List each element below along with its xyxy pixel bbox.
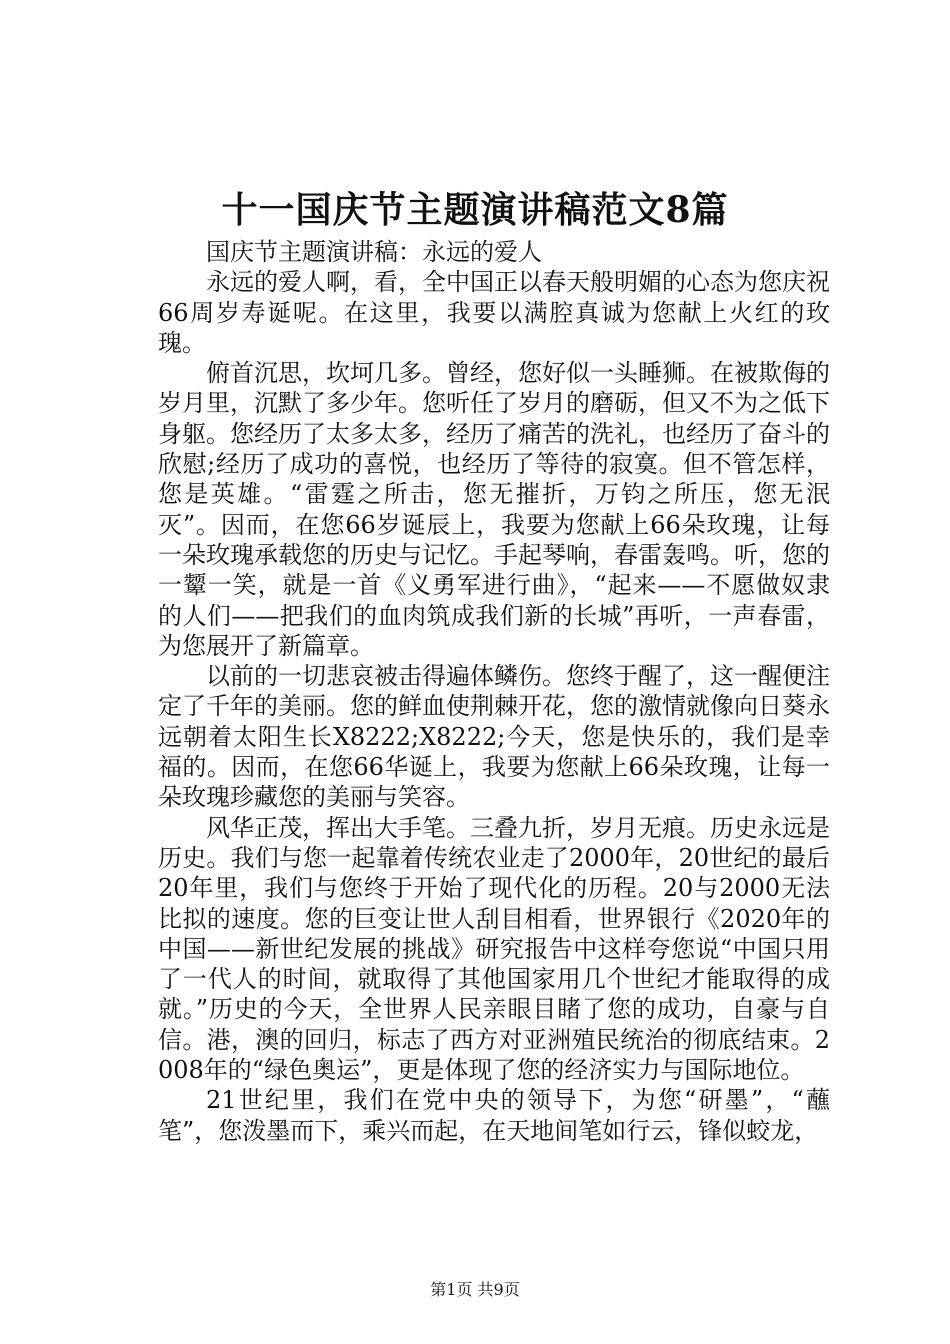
paragraph: 永远的爱人啊，看，全中国正以春天般明媚的心态为您庆祝66周岁寿诞呢。在这里，我要以满腔真诚为您献上火红的玫瑰。 [158,268,830,357]
paragraph: 俯首沉思，坎坷几多。曾经，您好似一头睡狮。在被欺侮的岁月里，沉默了多少年。您听任了岁月的磨砺，但又不为之低下身躯。您经历了太多太多，经历了痛苦的洗礼，也经历了奋斗的欣慰;经历了成功的喜悦，也经历了等待的寂寞。但不管怎样，您是英雄。“雷霆之所击，您无摧折，万钧之所压，您无泯灭”。因而，在您66岁诞辰上，我要为您献上66朵玫瑰，让每一朵玫瑰承载您的历史与记忆。手起琴响，春雷轰鸣。听，您的一颦一笑，就是一首《义勇军进行曲》，“起来——不愿做奴隶的人们——把我们的血肉筑成我们新的长城”再听，一声春雷，为您展开了新篇章。 [158,359,830,660]
document-title: 十一国庆节主题演讲稿范文8篇 [221,189,729,231]
document-body [158,237,830,1146]
page-footer: 第1页 共9页 [430,1280,520,1299]
paragraph: 风华正茂，挥出大手笔。三叠九折，岁月无痕。历史永远是历史。我们与您一起靠着传统农业走了2000年，20世纪的最后20年里，我们与您终于开始了现代化的历程。20与2000无法比拟的速度。您的巨变让世人刮目相看，世界银行《2020年的中国——新世纪发展的挑战》研究报告中这样夸您说“中国只用了一代人的时间，就取得了其他国家用几个世纪才能取得的成就。”历史的今天，全世界人民亲眼目睹了您的成功，自豪与自信。港，澳的回归，标志了西方对亚洲殖民统治的彻底结束。2008年的“绿色奥运”，更是体现了您的经济实力与国际地位。 [158,813,830,1085]
paragraph: 以前的一切悲哀被击得遍体鳞伤。您终于醒了，这一醒便注定了千年的美丽。您的鲜血使荆棘开花，您的激情就像向日葵永远朝着太阳生长X8222;X8222;今天，您是快乐的，我们是幸福的。因而，在您66华诞上，我要为您献上66朵玫瑰，让每一朵玫瑰珍藏您的美丽与笑容。 [158,662,830,812]
paragraph: 21世纪里，我们在党中央的领导下，为您“研墨”，“蘸笔”，您泼墨而下，乘兴而起，在天地间笔如行云，锋似蛟龙， [158,1086,830,1145]
subtitle-paragraph: 国庆节主题演讲稿：永远的爱人 [206,238,542,266]
